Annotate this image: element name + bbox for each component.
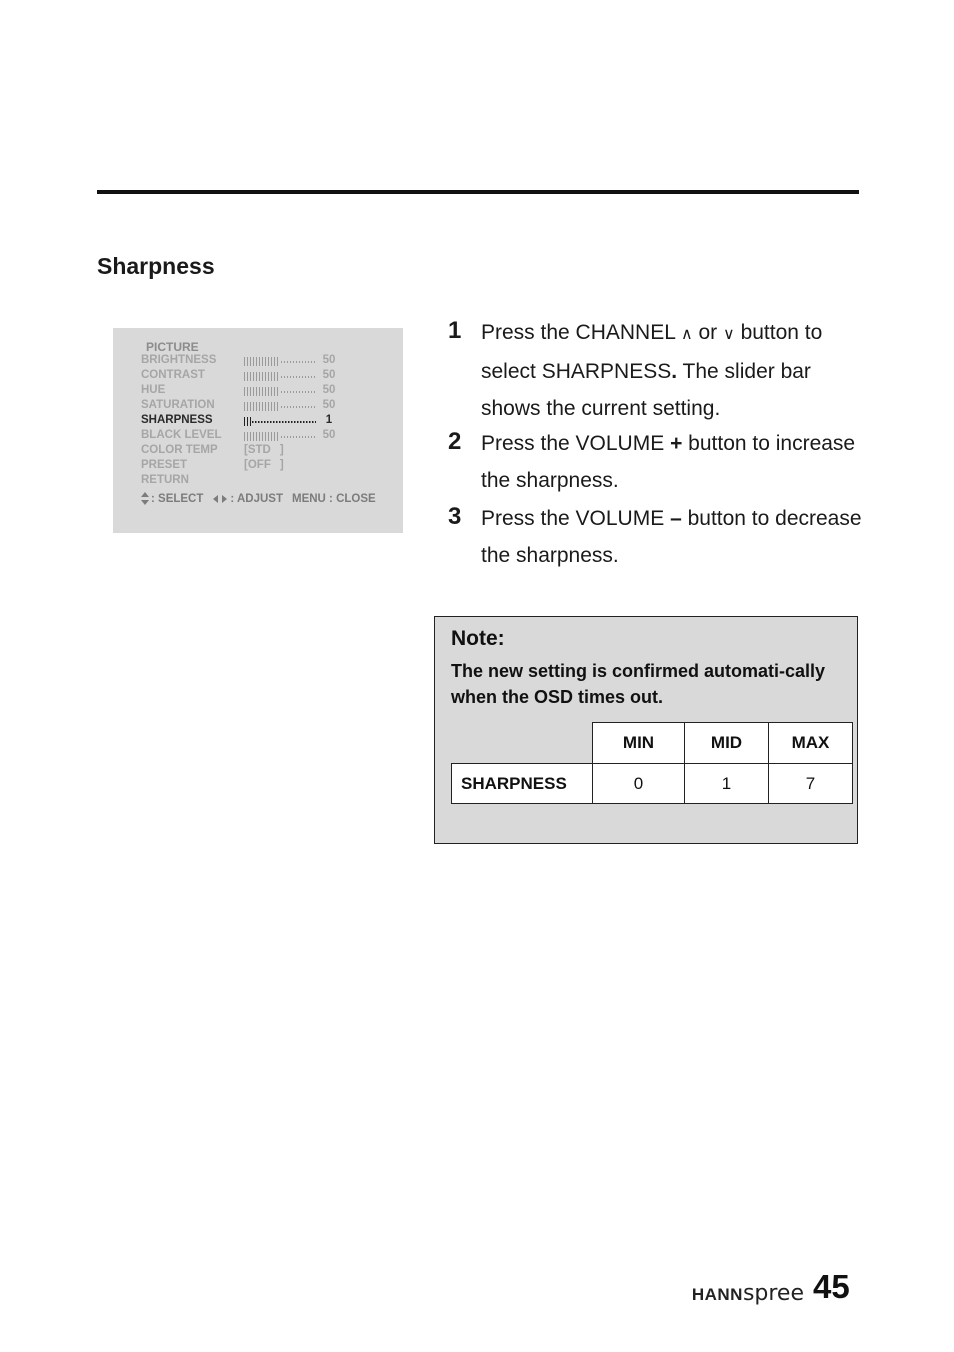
osd-row-black-level <box>141 429 391 444</box>
osd-slider <box>244 402 316 411</box>
left-right-arrows-icon <box>213 495 227 503</box>
table-row-label: SHARPNESS <box>451 763 593 804</box>
osd-row-label: COLOR TEMP <box>141 444 218 456</box>
step-number: 2 <box>448 428 462 455</box>
osd-slider <box>244 417 316 426</box>
step-1 <box>448 314 868 425</box>
osd-title: PICTURE <box>146 340 199 354</box>
osd-slider <box>244 357 316 366</box>
osd-row-label: SHARPNESS <box>141 414 213 426</box>
table-cell-max: 7 <box>768 763 853 804</box>
volume-plus-key: + <box>670 432 683 455</box>
osd-row-value: 50 <box>322 429 336 441</box>
osd-slider <box>244 432 316 441</box>
osd-row-label: SATURATION <box>141 399 215 411</box>
osd-slider <box>244 372 316 381</box>
channel-down-icon: ∨ <box>723 326 735 343</box>
osd-row-value: 1 <box>325 414 333 426</box>
step-text: Press the VOLUME + button to increase the sharpness. <box>481 432 856 492</box>
osd-row-contrast <box>141 369 391 384</box>
osd-row-label: BRIGHTNESS <box>141 354 217 366</box>
step-text: Press the CHANNEL ∧ or ∨ button to select SHARPNESS. The slider bar shows the current setting. <box>481 321 823 420</box>
table-header-mid: MID <box>684 722 769 764</box>
osd-footer <box>141 492 376 505</box>
osd-row-value: 50 <box>322 384 336 396</box>
osd-row-brightness <box>141 354 391 369</box>
osd-row-color-temp <box>141 444 391 459</box>
osd-option-value: [STD ] <box>244 444 284 456</box>
osd-row-hue <box>141 384 391 399</box>
table-header-max: MAX <box>768 722 853 764</box>
osd-footer-select: : SELECT <box>151 492 204 505</box>
step-3 <box>448 500 868 574</box>
osd-row-saturation <box>141 399 391 414</box>
table-cell-mid: 1 <box>684 763 769 804</box>
osd-row-sharpness <box>141 414 391 429</box>
osd-footer-close: MENU : CLOSE <box>292 492 376 505</box>
step-2 <box>448 425 868 499</box>
note-body: The new setting is confirmed automati-cally when the OSD times out. <box>451 661 826 707</box>
osd-footer-adjust: : ADJUST <box>230 492 283 505</box>
note-title: Note: <box>451 627 505 650</box>
osd-row-return <box>141 474 391 489</box>
up-down-arrows-icon <box>141 492 149 505</box>
osd-picture-menu <box>113 328 403 533</box>
osd-row-value: 50 <box>322 399 336 411</box>
osd-row-preset <box>141 459 391 474</box>
osd-row-value: 50 <box>322 354 336 366</box>
table-header-min: MIN <box>592 722 685 764</box>
section-title: Sharpness <box>97 253 215 279</box>
osd-option-value: [OFF ] <box>244 459 284 471</box>
note-box <box>434 616 858 844</box>
osd-row-label: HUE <box>141 384 166 396</box>
osd-row-label: BLACK LEVEL <box>141 429 222 441</box>
volume-minus-key: – <box>670 507 682 530</box>
osd-row-label: PRESET <box>141 459 188 471</box>
step-number: 1 <box>448 317 462 344</box>
sharpness-range-table <box>451 722 853 804</box>
step-number: 3 <box>448 503 462 530</box>
osd-row-label: CONTRAST <box>141 369 205 381</box>
step-text: Press the VOLUME – button to decrease the sharpness. <box>481 507 862 567</box>
header-rule <box>97 190 859 194</box>
osd-slider <box>244 387 316 396</box>
osd-row-label: RETURN <box>141 474 189 486</box>
osd-row-value: 50 <box>322 369 336 381</box>
page-number: 45 <box>813 1268 850 1305</box>
channel-up-icon: ∧ <box>680 326 693 343</box>
table-cell-min: 0 <box>592 763 685 804</box>
brand-logo: HANNspree <box>691 1281 804 1306</box>
